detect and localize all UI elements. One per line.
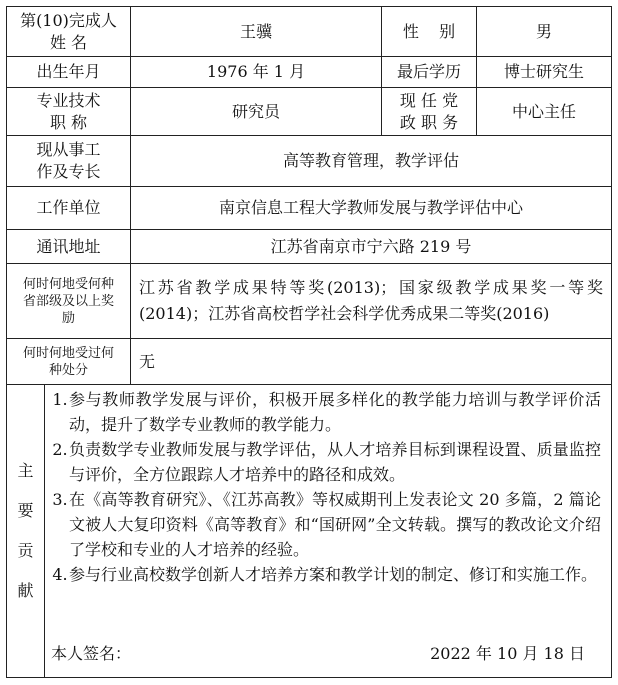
contribution-text: 负责数学专业教师发展与教学评估，从人才培养目标到课程设置、质量监控与评价，全方位跟踪人才培养中的路径和成效。: [69, 440, 601, 484]
name-label: 第(10)完成人 姓 名: [6, 6, 131, 57]
awards-label: 何时何地受何种 省部级及以上奖 励: [6, 263, 131, 339]
contribution-item: [51, 562, 601, 587]
contributions-label-char: 要: [17, 501, 34, 520]
contribution-number: 2.: [52, 440, 68, 459]
contributions-box: [44, 384, 612, 678]
education-label: 最后学历: [381, 56, 477, 88]
contributions-label: [6, 384, 45, 678]
contributions-label-char: 贡: [17, 541, 34, 560]
name-value: 王骥: [130, 6, 382, 57]
contribution-text: 参与行业高校数学创新人才培养方案和教学计划的制定、修订和实施工作。: [69, 565, 598, 584]
signature-date: 2022 年 10 月 18 日: [430, 644, 585, 663]
education-value: 博士研究生: [476, 56, 612, 88]
birth-value: 1976 年 1 月: [130, 56, 382, 88]
title-value: 研究员: [130, 87, 382, 136]
contribution-number: 3.: [52, 490, 68, 509]
specialty-value: 高等教育管理，教学评估: [130, 135, 612, 187]
contribution-text: 在《高等教育研究》、《江苏高教》等权威期刊上发表论文 20 多篇，2 篇论文被人大复印资料《高等教育》和“国研网”全文转载。撰写的教改论文介绍了学校和专业的人才培养的经验。: [69, 490, 601, 559]
gender-label: 性 别: [381, 6, 477, 57]
contribution-number: 4.: [52, 565, 68, 584]
birth-label: 出生年月: [6, 56, 131, 88]
contribution-number: 1.: [52, 390, 68, 409]
address-label: 通讯地址: [6, 229, 131, 264]
contribution-item: [51, 487, 601, 562]
contributions-label-char: 主: [17, 461, 34, 480]
title-label: 专业技术 职 称: [6, 87, 131, 136]
signature-line: [51, 643, 585, 665]
penalty-value: 无: [130, 338, 612, 385]
contributions-label-char: 献: [17, 581, 34, 600]
address-value: 江苏省南京市宁六路 219 号: [130, 229, 612, 264]
penalty-label: 何时何地受过何 种处分: [6, 338, 131, 385]
workplace-value: 南京信息工程大学教师发展与教学评估中心: [130, 186, 612, 230]
contribution-item: [51, 387, 601, 437]
contribution-text: 参与教师教学发展与评价，积极开展多样化的教学能力培训与教学评价活动，提升了数学专业教师的教学能力。: [69, 390, 601, 434]
awards-value: 江苏省教学成果特等奖(2013)；国家级教学成果奖一等奖(2014)；江苏省高校哲学社会科学优秀成果二等奖(2016): [130, 263, 612, 339]
position-label: 现 任 党 政 职 务: [381, 87, 477, 136]
gender-value: 男: [476, 6, 612, 57]
signature-label: 本人签名：: [51, 644, 132, 663]
contributions-list: [51, 387, 601, 587]
position-value: 中心主任: [476, 87, 612, 136]
contribution-item: [51, 437, 601, 487]
specialty-label: 现从事工 作及专长: [6, 135, 131, 187]
workplace-label: 工作单位: [6, 186, 131, 230]
